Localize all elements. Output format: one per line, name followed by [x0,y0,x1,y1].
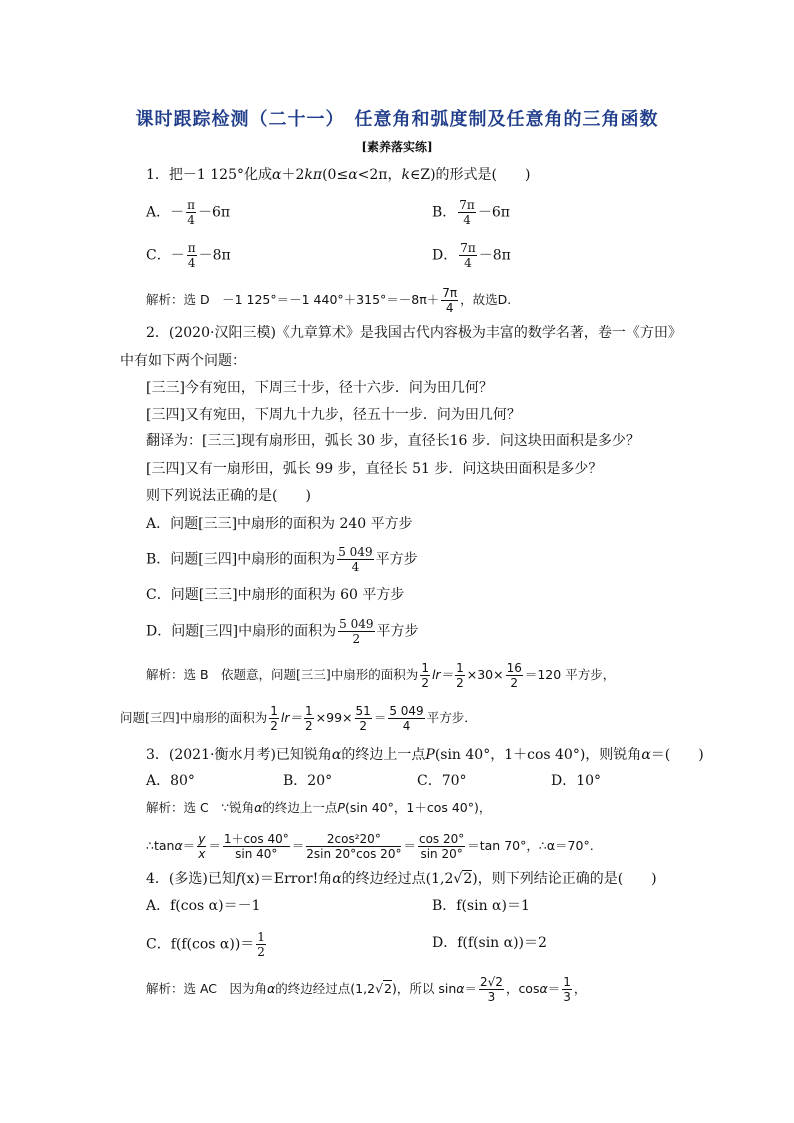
fraction [458,198,476,227]
text: α [332,871,342,887]
q4-stem [146,869,657,889]
text: 平方步． [426,710,477,725]
numerator: 7π [459,198,475,212]
text: 3．(2021·衡水月考)已知锐角 [146,747,332,763]
q2-stem-line1: 2．(2020·汉阳三模)《九章算术》是我国古代内容极为丰富的数学名著，卷一《方田》 [146,325,682,341]
text: P [337,800,345,815]
denominator: 2 [270,719,278,733]
numerator: π [187,241,196,255]
text: 解析：选 B 依题意，问题[三三]中扇形的面积为 [146,667,419,682]
fraction [269,704,279,733]
text: ＝120 平方步， [524,667,616,682]
text: α [456,981,465,996]
text: kπ [304,167,323,183]
q2-problem-34: [三四]又有宛田，下周九十九步，径五十一步．问为田几何？ [146,407,521,423]
fraction [441,286,458,315]
text: α [254,800,263,815]
fraction [420,661,430,690]
q2-ask: 则下列说法正确的是( ) [146,488,311,504]
text: <2π， [357,167,402,183]
fraction [355,704,372,733]
text: ∈Z)的形式是( ) [409,167,531,183]
text: ＝ [547,981,561,996]
text: )，所以 sin [391,981,457,996]
text: ＝ [464,981,478,996]
numerator: 5 049 [389,704,424,718]
denominator: 3 [487,990,496,1004]
fraction [418,832,465,861]
q4-analysis [146,975,586,1004]
numerator: 1 [563,975,571,989]
fraction [256,930,266,959]
text: 解析：选 C ∵锐角 [146,800,255,815]
text: －8π [198,247,231,264]
denominator: 4 [463,213,471,227]
numerator: π [187,198,196,212]
q4-option-c [146,930,268,959]
q3-analysis-line1 [146,798,491,818]
q1-option-a [146,198,230,227]
fraction [187,241,197,270]
numerator: 1 [270,704,278,718]
denominator: sin 40° [235,847,278,861]
q4-option-d: D．f(f(sin α))＝2 [432,935,547,951]
page-title: 课时跟踪检测（二十一） 任意角和弧度制及任意角的三角函数 [135,109,659,130]
text: 解析：选 AC 因为角 [146,981,268,996]
q3-option-c: C．70° [417,773,467,789]
q2-option-a: A．问题[三三]中扇形的面积为 240 平方步 [146,516,413,532]
denominator: 4 [351,560,360,574]
numerator: 1 [456,661,464,675]
numerator: 1 [421,661,429,675]
numerator: 1＋cos 40° [223,832,289,846]
text: (0≤ [322,167,349,183]
text: (x)＝Error!角 [241,871,333,887]
text: 4．(多选)已知 [146,871,236,887]
q2-translation-33: 翻译为：[三三]现有扇形田，弧长 30 步，直径长16 步．问这块田面积是多少？ [146,433,640,449]
text: ∴tan [146,838,175,853]
numerator: 1 [305,704,313,718]
text: 平方步 [376,623,419,640]
fraction [197,832,206,861]
text: α [174,838,183,853]
text: ，cos [505,981,540,996]
text: 2 [384,981,392,996]
denominator: 2 [352,632,361,646]
q2-option-d [146,617,419,646]
denominator: 2 [359,719,367,733]
text: α [272,167,282,183]
option-label: D． [432,247,458,264]
denominator: 4 [187,213,195,227]
text: ＋2 [281,167,305,183]
fraction [479,975,504,1004]
text: f [235,871,242,887]
text: ＝ [182,838,196,853]
text: C．f(f(cos α))＝ [146,936,255,953]
text: α [348,167,358,183]
fraction [306,832,401,861]
text: 解析：选 D －1 125°＝－1 440°＋315°＝－8π＋ [146,292,440,307]
q2-option-b [146,545,418,574]
text: α [331,747,342,763]
text: ＝ [291,838,305,853]
numerator: 2√2 [480,975,503,989]
q1-option-b [432,198,510,227]
text: ＝ [208,838,221,853]
fraction [304,704,314,733]
text: D．问题[三四]中扇形的面积为 [146,623,337,640]
text: (sin 40°，1＋cos 40°)，则锐角 [434,747,642,763]
denominator: 2 [257,945,265,959]
fraction [562,975,572,1004]
q3-option-d: D．10° [551,773,602,789]
fraction [455,661,465,690]
denominator: 4 [445,301,454,315]
fraction [459,241,477,270]
text: )，则下列结论正确的是( ) [472,871,657,887]
numerator: 2cos²20° [306,832,401,847]
q3-stem [146,745,704,765]
text: 的终边经过点(1,2 [341,871,454,887]
fraction [338,617,374,646]
numerator: 7π [442,286,458,300]
text: ×99× [315,710,353,725]
denominator: 4 [464,256,472,270]
text: －6π [477,204,510,221]
numerator: 1 [257,930,265,944]
q1-analysis [146,286,511,315]
denominator: sin 20° [420,847,463,861]
text: 的终边上一点 [341,747,426,763]
text: α [641,747,651,763]
q2-analysis-line1 [146,661,615,690]
fraction [337,545,373,574]
text: 问题[三四]中扇形的面积为 [120,710,268,725]
option-label: A．－ [146,204,185,221]
denominator: 3 [563,990,571,1004]
text: k [401,167,410,183]
q3-option-b: B．20° [283,773,333,789]
q1-option-d [432,241,511,270]
denominator: 2 [421,676,429,690]
text: －8π [478,247,511,264]
sqrt-symbol: √ [453,871,463,887]
text: 1．把－1 125°化成 [146,167,272,183]
fraction [506,661,523,690]
numerator: 5 049 [338,545,373,559]
fraction [223,832,290,861]
q2-translation-34: [三四]又有一扇形田，弧长 99 步，直径长 51 步．问这块田面积是多少？ [146,461,603,477]
text: α [267,981,276,996]
q2-stem-line2: 中有如下两个问题： [120,353,246,369]
denominator: 2 [305,719,313,733]
denominator: 2sin 20°cos 20° [306,847,402,861]
option-label: C．－ [146,247,185,264]
sqrt-symbol: √ [375,981,384,996]
denominator: x [198,847,206,861]
text: α [539,981,548,996]
option-label: B． [432,204,457,221]
denominator: 2 [510,676,519,690]
fraction [186,198,196,227]
numerator: 7π [460,241,476,255]
text: B．问题[三四]中扇形的面积为 [146,551,336,568]
denominator: 4 [402,719,411,733]
text: lr＝ [431,667,454,682]
q2-analysis-line2 [120,704,477,733]
q4-option-b: B．f(sin α)＝1 [432,898,530,914]
fraction [388,704,424,733]
text: 2 [463,871,473,887]
q1-stem [146,165,530,185]
q2-problem-33: [三三]今有宛田，下周三十步，径十六步．问为田几何？ [146,380,493,396]
section-subtitle: [素养落实练] [361,140,433,154]
q2-option-c: C．问题[三三]中扇形的面积为 60 平方步 [146,587,405,603]
q1-option-c [146,241,231,270]
denominator: 4 [187,256,196,270]
text: ＝tan 70°，∴α＝70°. [467,838,594,853]
q4-option-a: A．f(cos α)＝－1 [146,898,261,914]
text: lr＝ [280,710,303,725]
text: ＝ [403,838,416,853]
text: 平方步 [375,551,418,568]
numerator: 16 [506,661,522,675]
numerator: cos 20° [418,832,465,846]
numerator: 5 049 [339,617,374,631]
numerator: y [198,832,206,846]
text: －6π [198,204,231,221]
q3-analysis-line2 [146,832,594,861]
numerator: 51 [355,704,371,718]
text: 的终边上一点 [262,800,338,815]
text: ×30× [466,667,504,682]
text: ＝( ) [650,747,704,763]
text: 的终边经过点(1,2 [275,981,376,996]
text: (sin 40°，1＋cos 40°)， [344,800,492,815]
q3-option-a: A．80° [146,773,195,789]
text: ， [573,981,587,996]
text: ，故选D. [460,292,512,307]
text: ＝ [373,710,387,725]
text: P [425,747,435,763]
denominator: 2 [456,676,464,690]
